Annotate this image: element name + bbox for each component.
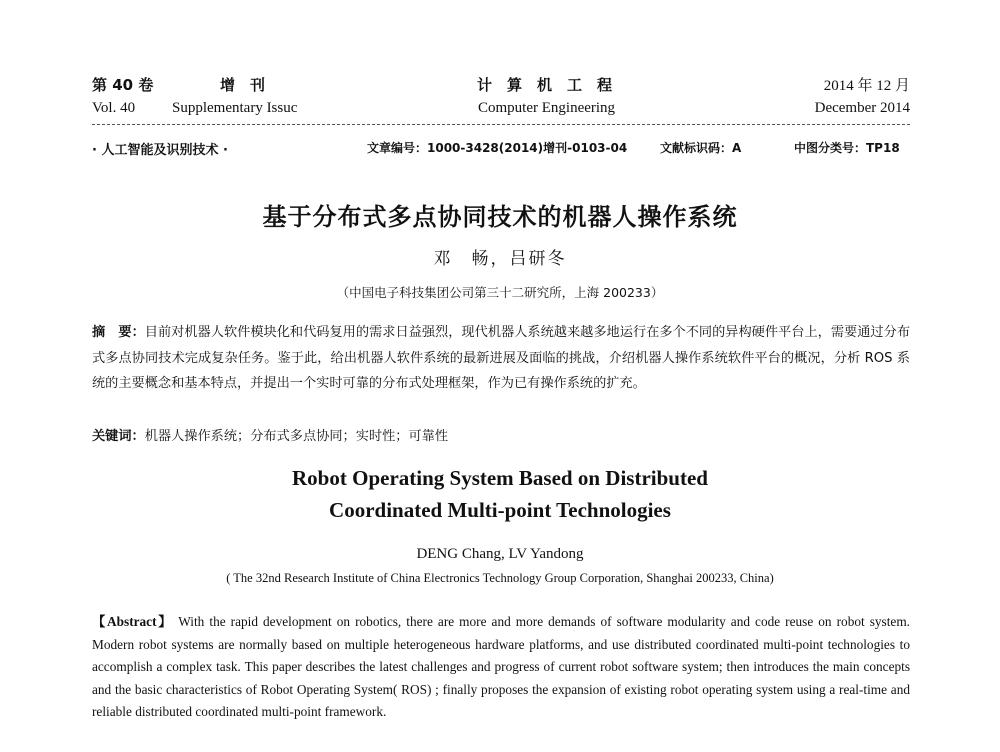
- authors-cn: 邓 畅，吕研冬: [433, 249, 567, 268]
- journal-en: Computer Engineering: [478, 100, 616, 116]
- volume-cn: 第 40 卷: [92, 76, 154, 94]
- issue-en: Supplementary Issuc: [172, 100, 298, 116]
- abstract-en-label: 【Abstract】: [92, 614, 174, 629]
- affiliation-cn: （中国电子科技集团公司第三十二研究所，上海 200233）: [336, 285, 664, 300]
- paper-title-en-line1: Robot Operating System Based on Distributed: [292, 466, 708, 490]
- classification-number: 中图分类号：TP18: [794, 141, 900, 155]
- abstract-en-text: With the rapid development on robotics, there are more and more demands of software modularity and code reuse on robot system. Modern robot systems are normally based on multiple heterogeneous hardware platforms, and use distributed coordinated multi-point technologies to accomplish a complex task. This paper describes the latest challenges and progress of current robot software system; then introduces the main concepts and the basic characteristics of Robot Operating System( ROS) ; finally proposes the expansion of existing robot operating system using a real-time and reliable distributed coordinated multi-point framework.: [92, 614, 910, 720]
- keywords-cn-label: 关键词：: [92, 429, 145, 444]
- column-label: · 人工智能及识别技术 ·: [92, 143, 228, 158]
- authors-en: DENG Chang, LV Yandong: [416, 546, 584, 562]
- document-code: 文献标识码：A: [660, 141, 742, 155]
- header-divider: [92, 124, 910, 125]
- affiliation-en: ( The 32nd Research Institute of China Electronics Technology Group Corporation, Shanghai 200233, China): [226, 571, 774, 585]
- abstract-cn-label: 摘 要：: [92, 325, 145, 340]
- paper-title-cn: 基于分布式多点协同技术的机器人操作系统: [262, 203, 738, 231]
- article-number: 文章编号：1000-3428(2014)增刊-0103-04: [367, 141, 628, 155]
- paper-title-en: [0, 462, 1000, 526]
- keywords-cn-text: 机器人操作系统；分布式多点协同；实时性；可靠性: [144, 429, 449, 444]
- issue-cn: 增 刊: [220, 76, 266, 94]
- journal-cn: 计 算 机 工 程: [477, 76, 613, 94]
- abstract-cn: [92, 320, 910, 397]
- volume-en: Vol. 40: [92, 100, 136, 116]
- date-en: December 2014: [814, 100, 910, 116]
- abstract-cn-text: 目前对机器人软件模块化和代码复用的需求日益强烈，现代机器人系统越来越多地运行在多个不同的异构硬件平台上，需要通过分布式多点协同技术完成复杂任务。鉴于此，给出机器人软件系统的最新进展及面临的挑战，介绍机器人操作系统软件平台的概况，分析 ROS 系统的主要概念和基本特点，并提出一个实时可靠的分布式处理框架，作为已有操作系统的扩充。: [92, 325, 911, 391]
- date-cn: 2014 年 12 月: [823, 78, 910, 94]
- paper-title-en-line2: Coordinated Multi-point Technologies: [329, 498, 671, 522]
- abstract-en: [92, 611, 910, 724]
- keywords-cn: [92, 424, 910, 450]
